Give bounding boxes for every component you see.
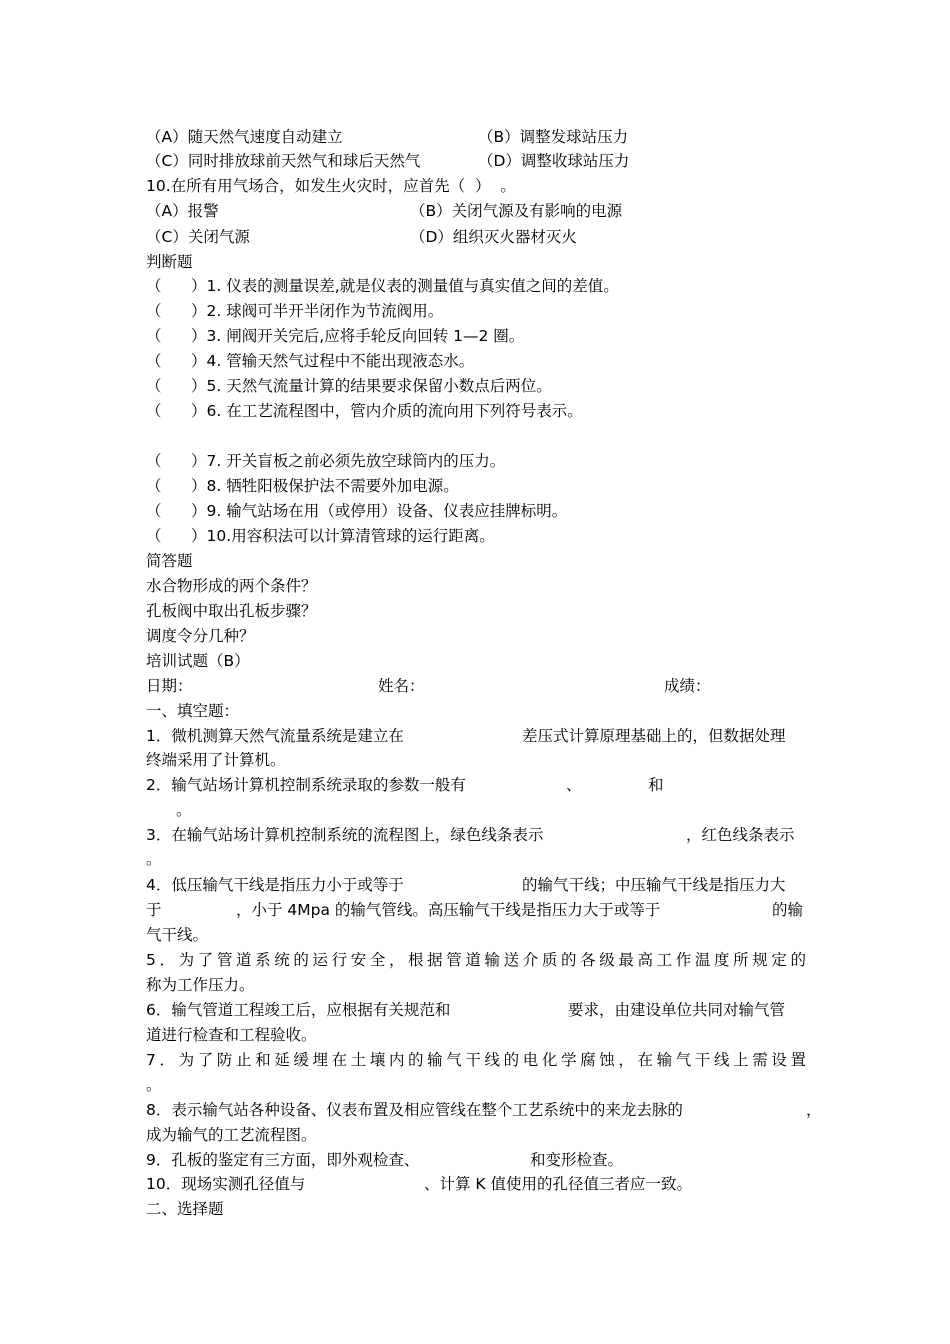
exam-b-title: 培训试题（B）	[146, 652, 250, 670]
fill-q6-text: 6．输气管道工程竣工后，应根据有关规范和	[146, 1001, 451, 1019]
q10-option-a: （A）报警	[146, 202, 219, 220]
fill-q1-text: 终端采用了计算机。	[146, 751, 286, 769]
judge-item: （ ）4. 管输天然气过程中不能出现液态水。	[146, 352, 475, 370]
score-label: 成绩：	[664, 677, 711, 695]
fill-q7-text: 。	[146, 1076, 162, 1094]
judge-item: （ ）8. 牺牲阳极保护法不需要外加电源。	[146, 477, 459, 495]
short-answer-item: 调度令分几种？	[146, 627, 255, 645]
judge-item: （ ）3. 闸阀开关完后,应将手轮反向回转 1—2 圈。	[146, 327, 525, 345]
q9-option-d: （D）调整收球站压力	[478, 152, 630, 170]
fill-q7-text: 7．为了防止和延缓埋在土壤内的输气干线的电化学腐蚀，在输气干线上需设置	[146, 1051, 806, 1069]
fill-q4-text: 的输气干线；中压输气干线是指压力大	[522, 876, 786, 894]
judge-item: （ ）10.用容积法可以计算清管球的运行距离。	[146, 527, 495, 545]
fill-q9-text: 9．孔板的鉴定有三方面，即外观检查、	[146, 1151, 420, 1169]
fill-q8-text: 8．表示输气站各种设备、仪表布置及相应管线在整个工艺系统中的来龙去脉的	[146, 1101, 683, 1119]
fill-q9-text: 和变形检查。	[530, 1151, 624, 1169]
name-label: 姓名：	[378, 677, 425, 695]
date-label: 日期：	[146, 677, 193, 695]
fill-q4-text: 于	[146, 901, 162, 919]
short-answer-heading: 简答题	[146, 552, 193, 570]
q9-option-b: （B）调整发球站压力	[478, 128, 629, 146]
fill-q4-text: 4．低压输气干线是指压力小于或等于	[146, 876, 404, 894]
q10-option-c: （C）关闭气源	[146, 228, 250, 246]
fill-heading: 一、填空题：	[146, 702, 240, 720]
fill-q3-text: ，红色线条表示	[686, 826, 795, 844]
judge-item: （ ）1. 仪表的测量误差,就是仪表的测量值与真实值之间的差值。	[146, 277, 619, 295]
judge-heading: 判断题	[146, 253, 193, 271]
short-answer-item: 水合物形成的两个条件？	[146, 577, 317, 595]
judge-item: （ ）6. 在工艺流程图中，管内介质的流向用下列符号表示。	[146, 402, 583, 420]
q10-option-d: （D）组织灭火器材灭火	[410, 228, 577, 246]
fill-q3-text: 。	[146, 850, 162, 868]
fill-q10-text: 10．现场实测孔径值与	[146, 1175, 306, 1193]
fill-q5-text: 5．为了管道系统的运行安全，根据管道输送介质的各级最高工作温度所规定的	[146, 951, 806, 969]
judge-item: （ ）9. 输气站场在用（或停用）设备、仪表应挂牌标明。	[146, 502, 568, 520]
judge-item: （ ）7. 开关盲板之前必须先放空球筒内的压力。	[146, 452, 506, 470]
q9-option-a: （A）随天然气速度自动建立	[146, 128, 343, 146]
fill-q4-text: 的输	[772, 901, 804, 919]
fill-q8-text: ，	[806, 1101, 822, 1119]
fill-q2-text: 2．输气站场计算机控制系统录取的参数一般有	[146, 776, 466, 794]
judge-item: （ ）5. 天然气流量计算的结果要求保留小数点后两位。	[146, 377, 552, 395]
short-answer-item: 孔板阀中取出孔板步骤？	[146, 602, 317, 620]
choice-heading: 二、选择题	[146, 1200, 224, 1218]
fill-q4-text: ，小于 4Mpa 的输气管线。高压输气干线是指压力大于或等于	[236, 901, 661, 919]
q10-stem: 10.在所有用气场合，如发生火灾时，应首先（ ） 。	[146, 177, 516, 195]
fill-q1-text: 1．微机测算天然气流量系统是建立在	[146, 727, 404, 745]
fill-q6-text: 道进行检查和工程验收。	[146, 1026, 317, 1044]
fill-q2-text: 和	[648, 776, 664, 794]
fill-q10-text: 、计算 K 值使用的孔径值三者应一致。	[424, 1175, 693, 1193]
fill-q2-text: 。	[176, 801, 192, 819]
fill-q8-text: 成为输气的工艺流程图。	[146, 1126, 317, 1144]
fill-q3-text: 3．在输气站场计算机控制系统的流程图上，绿色线条表示	[146, 826, 544, 844]
fill-q4-text: 气干线。	[146, 926, 209, 944]
fill-q6-text: 要求，由建设单位共同对输气管	[568, 1001, 786, 1019]
q9-option-c: （C）同时排放球前天然气和球后天然气	[146, 152, 421, 170]
fill-q5-text: 称为工作压力。	[146, 976, 255, 994]
fill-q1-text: 差压式计算原理基础上的，但数据处理	[522, 727, 786, 745]
q10-option-b: （B）关闭气源及有影响的电源	[410, 202, 623, 220]
judge-item: （ ）2. 球阀可半开半闭作为节流阀用。	[146, 302, 444, 320]
fill-q2-text: 、	[566, 776, 582, 794]
